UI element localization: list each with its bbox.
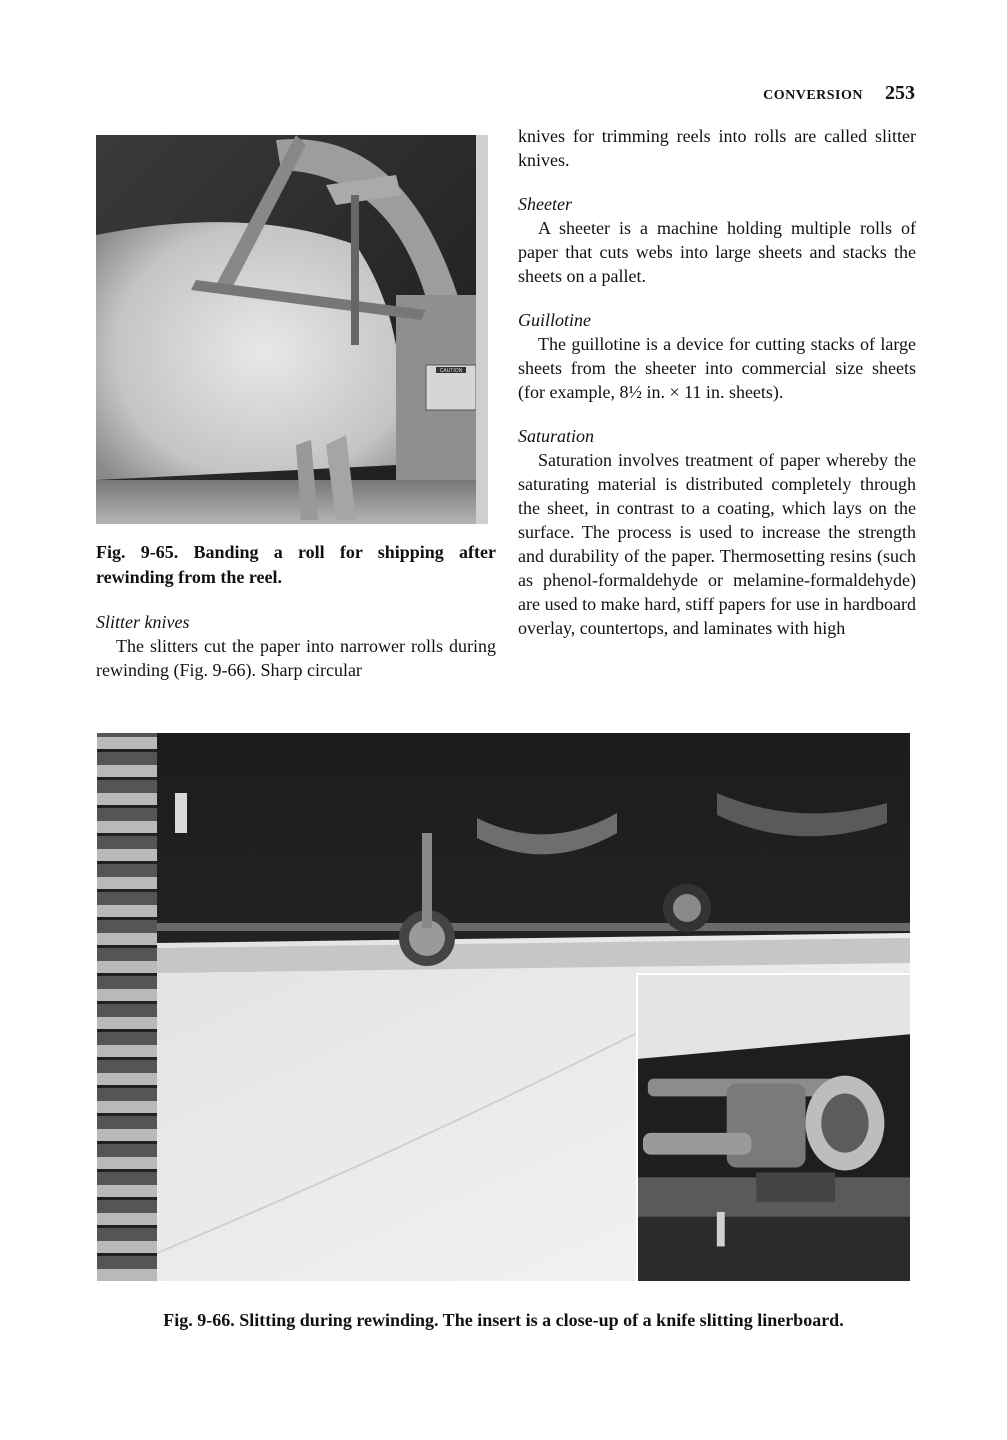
- page-number: 253: [885, 82, 915, 104]
- left-column: [96, 610, 496, 682]
- figure-9-65-caption: Fig. 9-65. Banding a roll for shipping after rewinding from the reel.: [96, 542, 496, 587]
- section-heading-saturation: Saturation: [518, 426, 595, 446]
- right-column: [518, 124, 916, 640]
- sheeter-paragraph: A sheeter is a machine holding multiple rolls of paper that cuts webs into large sheets and stacks the sheets on a pallet.: [518, 218, 916, 286]
- figure-9-66-caption: Fig. 9-66. Slitting during rewinding. The insert is a close-up of a knife slitting linerboard.: [163, 1310, 844, 1330]
- running-head-section: CONVERSION: [763, 88, 863, 103]
- saturation-paragraph: Saturation involves treatment of paper whereby the saturating material is distributed completely through the sheet, in contrast to a coating, which lays on the surface. The process is used to increase the strength and durability of the paper. Thermosetting resins (such as phenol-formaldehyde or melamine-formaldehyde) are used to make hard, stiff papers for use in hardboard overlay, countertops, and laminates with high: [518, 450, 916, 638]
- figure-9-65-photo: [96, 135, 488, 524]
- section-heading-sheeter: Sheeter: [518, 194, 572, 214]
- slitter-knives-paragraph: The slitters cut the paper into narrower rolls during rewinding (Fig. 9-66). Sharp circular: [96, 636, 496, 680]
- running-head: [763, 82, 915, 105]
- caution-sign-text: CAUTION: [439, 368, 463, 374]
- guillotine-paragraph: The guillotine is a device for cutting stacks of large sheets from the sheeter into commercial size sheets (for example, 8½ in. × 11 in. sheets).: [518, 334, 916, 402]
- section-heading-guillotine: Guillotine: [518, 310, 591, 330]
- continuation-paragraph: knives for trimming reels into rolls are called slitter knives.: [518, 126, 916, 170]
- section-heading-slitter-knives: Slitter knives: [96, 612, 190, 632]
- figure-9-66-inset-photo: [636, 973, 912, 1283]
